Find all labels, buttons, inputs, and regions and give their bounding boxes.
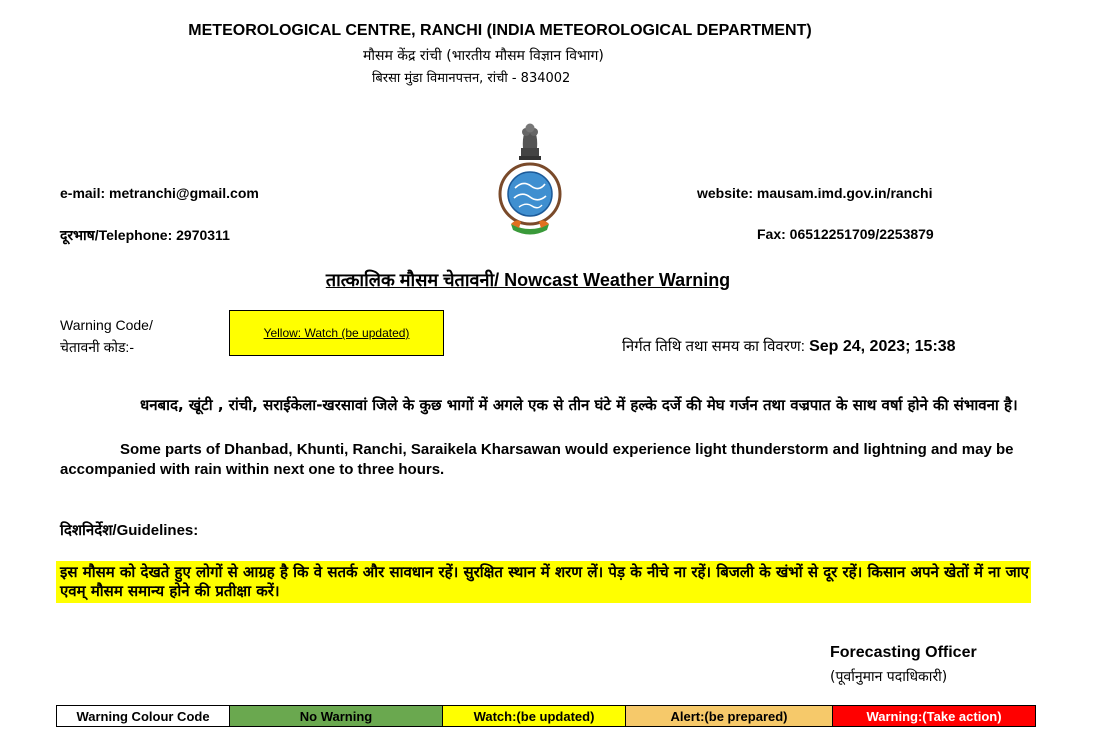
contact-fax: Fax: 06512251709/2253879 [757,226,934,242]
issue-date: Sep 24, 2023; [809,338,911,355]
page-title: तात्कालिक मौसम चेतावनी/ Nowcast Weather Warning [325,270,731,290]
issue-time: 15:38 [914,338,956,355]
warning-code-label-en: Warning Code/ [60,317,153,333]
warning-code-label [60,314,153,358]
warning-code-label-hi: चेतावनी कोड:- [60,339,134,355]
legend-cell-warning: Warning:(Take action) [833,706,1036,727]
warning-code-value: Yellow: Watch (be updated) [263,326,410,340]
guidelines-label: दिशनिर्देश/Guidelines: [60,522,199,539]
contact-email: e-mail: metranchi@gmail.com [60,185,259,201]
issue-label: निर्गत तिथि तथा समय का विवरण: [622,338,805,355]
org-address: बिरसा मुंडा विमानपत्तन, रांची - 834002 [372,71,571,86]
legend-cell-no-warning: No Warning [230,706,443,727]
legend-cell-watch: Watch:(be updated) [443,706,626,727]
warning-message-english: Some parts of Dhanbad, Khunti, Ranchi, Saraikela Kharsawan would experience light thunderstorm and lightning and may be accompanied with rain within next one to three hours. [60,441,1014,478]
forecasting-officer-title-hi: (पूर्वानुमान पदाधिकारी) [830,669,948,685]
lion-capital-icon [519,124,541,161]
contact-website: website: mausam.imd.gov.in/ranchi [697,185,933,201]
imd-emblem-logo [497,118,563,242]
legend-cell-header: Warning Colour Code [57,706,230,727]
imd-seal-icon [500,164,560,235]
guidelines-text: इस मौसम को देखते हुए लोगों से आग्रह है कि वे सतर्क और सावधान रहें। सुरक्षित स्थान में शरण लें। पेड़ के नीचे ना रहें। बिजली के खंभों से दूर रहें। किसान अपने खेतों में ना जाए एवम् मौसम समान्य होने की प्रतीक्षा करें। [60,563,1029,600]
org-name-en: METEOROLOGICAL CENTRE, RANCHI (INDIA METEOROLOGICAL DEPARTMENT) [188,22,812,39]
forecasting-officer-title: Forecasting Officer [830,644,977,661]
warning-code-badge [229,310,444,356]
issue-datetime [622,336,956,356]
warning-message-hindi: धनबाद, खूंटी , रांची, सराईकेला-खरसावां जिले के कुछ भागों में अगले एक से तीन घंटे में हल्के दर्जे की मेघ गर्जन तथा वज्रपात के साथ वर्षा होने की संभावना है। [140,396,1018,414]
org-name-hi: मौसम केंद्र रांची (भारतीय मौसम विज्ञान विभाग) [363,48,604,64]
legend-cell-alert: Alert:(be prepared) [626,706,833,727]
warning-colour-legend [56,705,1036,727]
contact-telephone: दूरभाष/Telephone: 2970311 [60,227,230,243]
